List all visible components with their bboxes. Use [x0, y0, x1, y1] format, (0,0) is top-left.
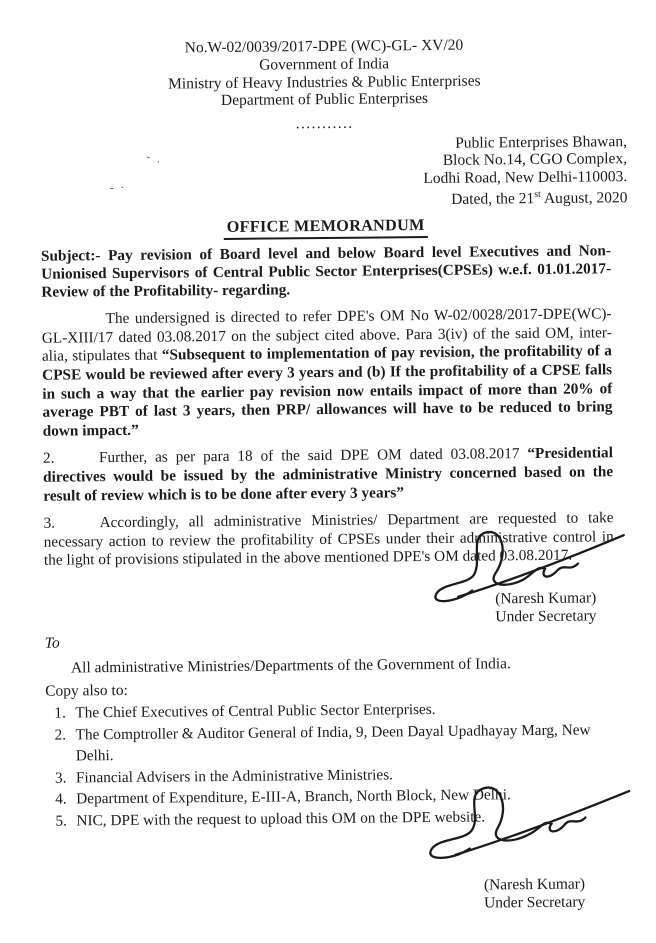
signatory-1-designation: Under Secretary [495, 607, 597, 626]
address-block [40, 133, 628, 213]
copy-item-4-number: 4. [55, 790, 67, 808]
copy-item-5-text: NIC, DPE with the request to upload this OM on the DPE website. [76, 808, 486, 830]
copy-item-3-number: 3. [54, 769, 67, 787]
scan-speckle-artifact: - · [110, 182, 127, 194]
date-suffix: August, 2020 [540, 189, 628, 208]
paragraph-1-text: The undersigned is directed to refer DPE's OM No W-02/0028/2017-DPE(WC)- GL-XIII/17 dated 03.08.2017 on the subject cited above. Para 3(iv) of the said OM, inter-alia, stipulates that [41, 305, 612, 366]
copy-item-2-text: The Comptroller & Auditor General of India, 9, Deen Dayal Upadhayay Marg, New Delhi. [75, 721, 591, 765]
org-government: Government of India [259, 55, 390, 74]
org-ministry: Ministry of Heavy Industries & Public Enterprises [167, 71, 481, 92]
signatory-1-name: (Naresh Kumar) [495, 589, 597, 608]
copy-item-4-text: Department of Expenditure, E-III-A, Branch, North Block, New Delhi. [76, 786, 511, 808]
signatory-1 [495, 589, 596, 627]
date-line [40, 185, 627, 212]
address-line-1: Public Enterprises Bhawan, [455, 132, 627, 152]
signatory-2-designation: Under Secretary [483, 893, 586, 912]
paragraph-1 [42, 306, 613, 442]
copy-item-2 [45, 719, 615, 768]
copy-item-3-text: Financial Advisers in the Administrative Ministries. [75, 766, 394, 787]
signatory-2-name: (Naresh Kumar) [483, 875, 586, 894]
recipient-line: All administrative Ministries/Departments of the Government of India. [70, 655, 511, 677]
address-line-3: Lodhi Road, New Delhi-110003. [423, 167, 628, 187]
paragraph-2 [43, 445, 614, 506]
to-label: To [44, 634, 60, 652]
copy-item-1-number: 1. [54, 704, 66, 722]
signature-scribble-2 [411, 775, 637, 869]
copy-item-1-text: The Chief Executives of Central Public Sector Enterprises. [75, 700, 436, 722]
paragraph-2-text: Further, as per para 18 of the said DPE OM dated 03.08.2017 [98, 445, 528, 467]
title-row [41, 214, 611, 241]
reference-number: No.W-02/0039/2017-DPE (WC)-GL- XV/20 [184, 36, 464, 57]
paragraph-3-number: 3. [43, 514, 56, 532]
separator-dots: ........... [295, 115, 354, 132]
scan-speckle-artifact: ˜ · [145, 154, 163, 170]
paragraph-2-quote: “Presidential directives would be issued by the administrative Ministry concerned based on the result of review which is to be done after every 3 years” [43, 444, 614, 505]
copy-item-2-number: 2. [54, 726, 67, 744]
subject-line: Subject:- Pay revision of Board level and below Board level Executives and Non-Unionised Supervisors of Central Public Sector Enterprises(CPSEs) w.e.f. 01.01.2017- Review of the Profitability- regarding. [40, 241, 612, 301]
signatory-2 [484, 875, 585, 913]
copy-item-5-number: 5. [55, 812, 67, 830]
copy-also-to-label: Copy also to: [45, 681, 128, 700]
date-ordinal-superscript: st [534, 188, 541, 200]
signature-block-2 [47, 827, 632, 943]
signature-block-1 [44, 565, 629, 635]
paragraph-2-number: 2. [42, 450, 55, 468]
org-department: Department of Public Enterprises [220, 89, 429, 109]
document-title: OFFICE MEMORANDUM [224, 216, 428, 240]
paragraph-3-text: Accordingly, all administrative Ministries/ Department are requested to take necessary action to review the profitability of CPSEs under their administrative control in the light of provisions stipulated in the above mentioned DPE's OM dated 03.08.2017. [43, 509, 614, 570]
date-prefix: Dated, the 21 [451, 190, 535, 208]
paragraph-1-quote: “Subsequent to implementation of pay revision, the profitability of a CPSE would be reviewed after every 3 years and (b) If the profitability of a CPSE falls in such a way that the earlier pay revision now entails impact of more than 20% of average PBT of last 3 years, then PRP/ allowances will have to be reduced to bring down impact.” [42, 342, 613, 440]
address-line-2: Block No.14, CGO Complex, [442, 150, 628, 169]
